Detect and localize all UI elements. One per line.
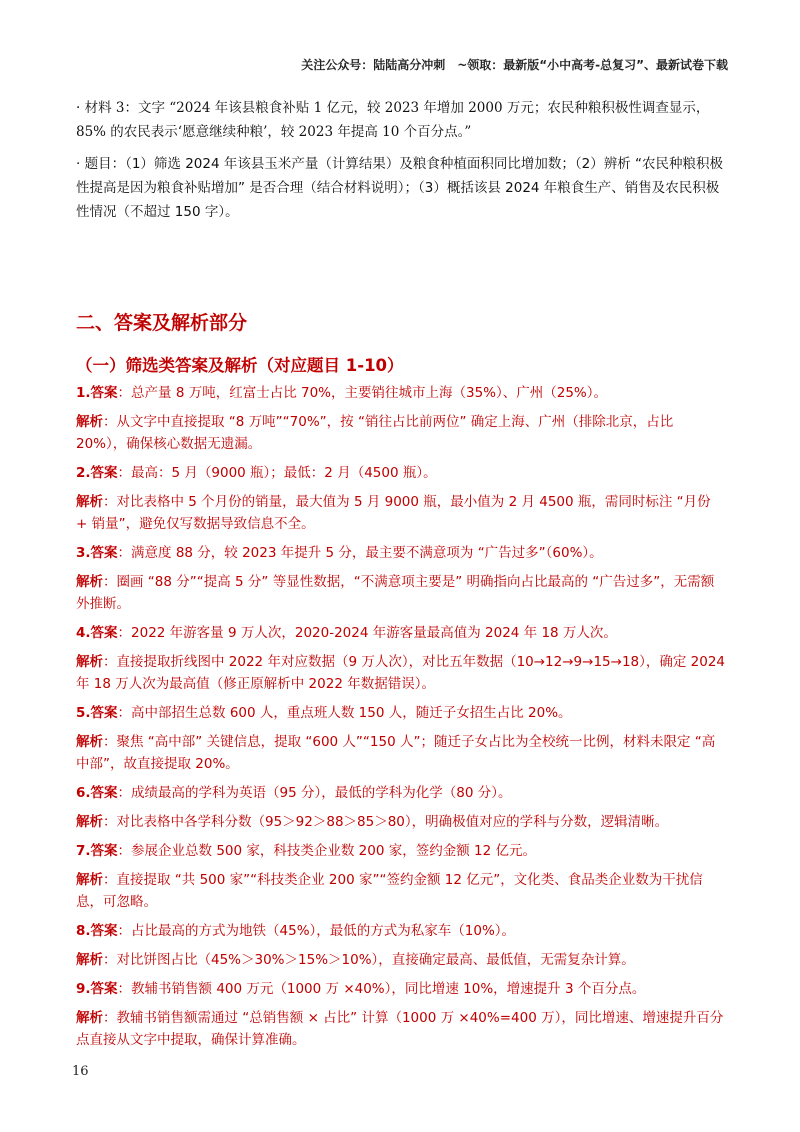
explanation-text: ：教辅书销售额需通过 “总销售额 × 占比” 计算（1000 万 ×40%=400 万），同比增速、增速提升百分点直接从文字中提取，确保计算准确。 <box>76 1010 724 1048</box>
explanation-label: 解析 <box>76 654 103 670</box>
explanation-2 <box>76 491 726 535</box>
answer-label: 5.答案 <box>76 705 118 721</box>
answer-6 <box>76 782 726 804</box>
explanation-6 <box>76 811 726 833</box>
explanation-7 <box>76 869 726 913</box>
answer-1 <box>76 382 726 404</box>
answer-8 <box>76 920 726 942</box>
explanation-text: ：从文字中直接提取 “8 万吨”“70%”，按 “销往占比前两位” 确定上海、广州（排除北京，占比 20%），确保核心数据无遗漏。 <box>76 414 674 452</box>
explanation-8 <box>76 949 726 971</box>
task-text: · 题目：（1）筛选 2024 年该县玉米产量（计算结果）及粮食种植面积同比增加数；（2）辨析 “农民种粮积极性提高是因为粮食补贴增加” 是否合理（结合材料说明）；（3）概括该县 2024 年粮食生产、销售及农民积极性情况（不超过 150 字）。 <box>76 156 723 220</box>
answer-text: ：最高：5 月（9000 瓶）；最低：2 月（4500 瓶）。 <box>117 465 437 481</box>
answer-label: 2.答案 <box>76 465 118 481</box>
explanation-text: ：聚焦 “高中部” 关键信息，提取 “600 人”“150 人”；随迁子女占比为全校统一比例，材料未限定 “高中部”，故直接提取 20%。 <box>76 734 716 772</box>
answer-text: ：满意度 88 分，较 2023 年提升 5 分，最主要不满意项为 “广告过多”（60%）。 <box>117 545 603 561</box>
explanation-text: ：圈画 “88 分”“提高 5 分” 等显性数据，“不满意项主要是” 明确指向占比最高的 “广告过多”，无需额外推断。 <box>76 574 715 612</box>
explanation-3 <box>76 571 726 615</box>
page-number: 16 <box>72 1064 89 1079</box>
answer-text: ：高中部招生总数 600 人，重点班人数 150 人，随迁子女招生占比 20%。 <box>117 705 572 721</box>
explanation-1 <box>76 411 726 455</box>
explanation-text: ：对比表格中 5 个月份的销量，最大值为 5 月 9000 瓶，最小值为 2 月 4500 瓶，需同时标注 “月份 + 销量”，避免仅写数据导致信息不全。 <box>76 494 711 532</box>
explanation-label: 解析 <box>76 814 103 830</box>
explanation-9 <box>76 1007 726 1051</box>
answer-text: ：参展企业总数 500 家，科技类企业数 200 家，签约金额 12 亿元。 <box>117 843 536 859</box>
answer-9 <box>76 978 726 1000</box>
answer-4 <box>76 622 726 644</box>
answer-text: ：占比最高的方式为地铁（45%），最低的方式为私家车（10%）。 <box>117 923 516 939</box>
answer-label: 8.答案 <box>76 923 118 939</box>
explanation-5 <box>76 731 726 775</box>
explanation-text: ：对比表格中各学科分数（95＞92＞88＞85＞80），明确极值对应的学科与分数，逻辑清晰。 <box>103 814 669 830</box>
answer-text: ：教辅书销售额 400 万元（1000 万 ×40%），同比增速 10%，增速提升 3 个百分点。 <box>117 981 646 997</box>
explanation-label: 解析 <box>76 1010 103 1026</box>
answer-list <box>76 382 726 1058</box>
explanation-text: ：对比饼图占比（45%＞30%＞15%＞10%），直接确定最高、最低值，无需复杂计算。 <box>103 952 635 968</box>
explanation-label: 解析 <box>76 414 103 430</box>
explanation-text: ：直接提取折线图中 2022 年对应数据（9 万人次），对比五年数据（10→12→9→15→18），确定 2024 年 18 万人次为最高值（修正原解析中 2022 年数据错误）。 <box>76 654 726 692</box>
answer-label: 6.答案 <box>76 785 118 801</box>
material-3: · 材料 3：文字 “2024 年该县粮食补贴 1 亿元，较 2023 年增加 2000 万元；农民种粮积极性调查显示，85% 的农民表示‘愿意继续种粮’，较 2023 年提高 10 个百分点。” <box>76 100 710 140</box>
answer-3 <box>76 542 726 564</box>
explanation-label: 解析 <box>76 574 103 590</box>
answer-label: 3.答案 <box>76 545 118 561</box>
explanation-label: 解析 <box>76 734 103 750</box>
answer-label: 4.答案 <box>76 625 118 641</box>
page-header: 关注公众号：陆陆高分冲刺 ~领取：最新版“小中高考-总复习”、最新试卷下载 <box>301 58 728 72</box>
explanation-label: 解析 <box>76 952 103 968</box>
answer-7 <box>76 840 726 862</box>
explanation-4 <box>76 651 726 695</box>
answer-label: 1.答案 <box>76 385 118 401</box>
answer-2 <box>76 462 726 484</box>
answer-text: ：2022 年游客量 9 万人次，2020-2024 年游客量最高值为 2024 年 18 万人次。 <box>117 625 617 641</box>
subsection-title: （一）筛选类答案及解析（对应题目 1-10） <box>76 356 404 375</box>
answer-text: ：总产量 8 万吨，红富士占比 70%，主要销往城市上海（35%）、广州（25%）。 <box>117 385 608 401</box>
explanation-label: 解析 <box>76 494 103 510</box>
explanation-label: 解析 <box>76 872 103 888</box>
answer-label: 9.答案 <box>76 981 118 997</box>
section-title: 二、答案及解析部分 <box>76 312 248 334</box>
answer-text: ：成绩最高的学科为英语（95 分），最低的学科为化学（80 分）。 <box>117 785 512 801</box>
answer-label: 7.答案 <box>76 843 118 859</box>
explanation-text: ：直接提取 “共 500 家”“科技类企业 200 家”“签约金额 12 亿元”，文化类、食品类企业数为干扰信息，可忽略。 <box>76 872 703 910</box>
answer-5 <box>76 702 726 724</box>
